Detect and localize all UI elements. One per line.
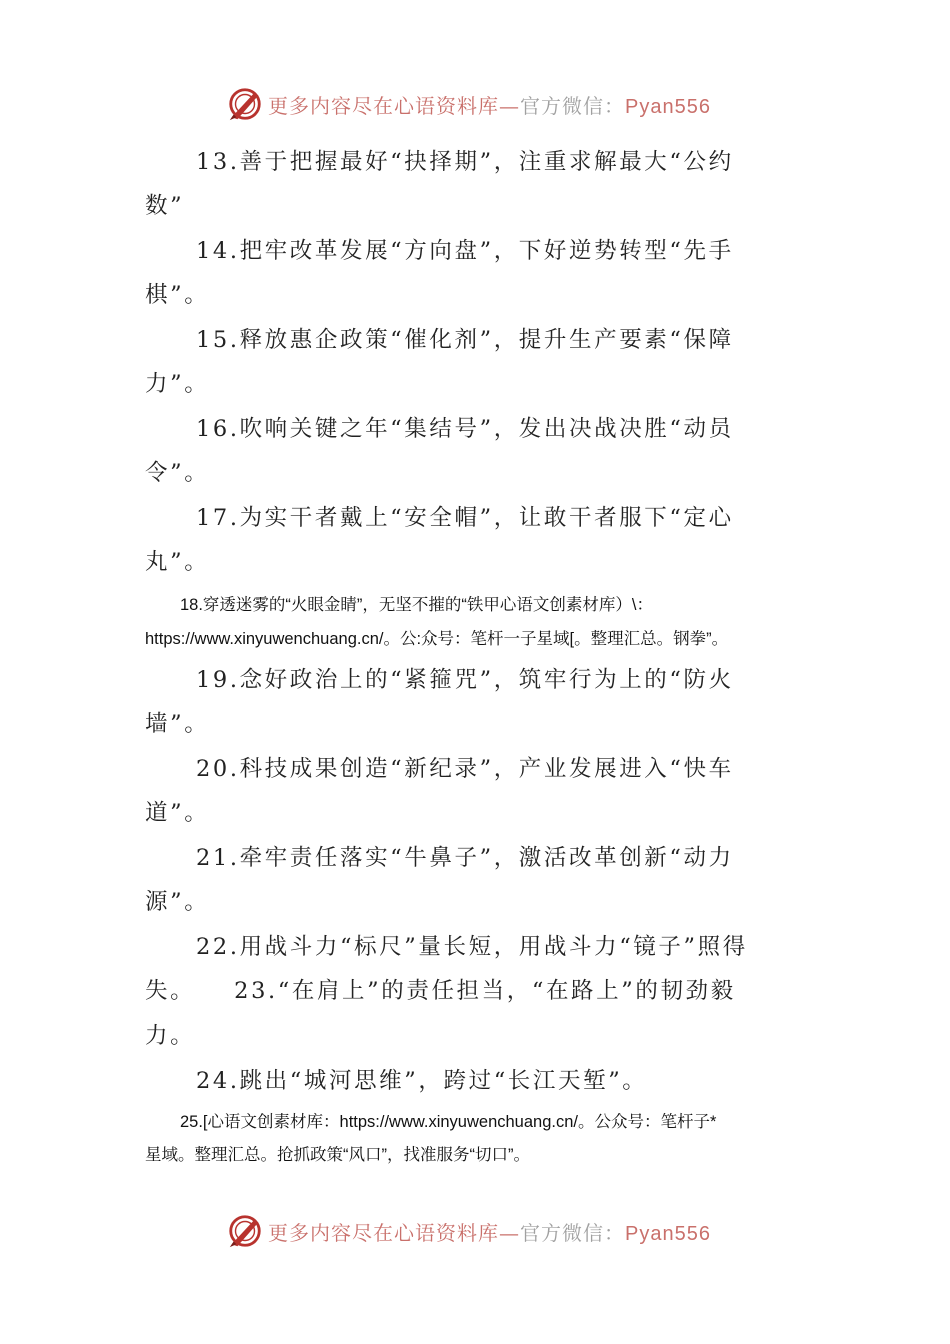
item-17-line-1: 17.为实干者戴上“安全帽”，让敢干者服下“定心 (196, 505, 734, 531)
banner-wechat-id: Pyan556 (625, 1222, 711, 1245)
pen-logo-icon (226, 1212, 264, 1250)
item-24-line: 24.跳出“城河思维”，跨过“长江天堑”。 (196, 1068, 648, 1094)
banner-dash: — (499, 93, 520, 118)
item-19-line-2: 墙”。 (145, 711, 210, 737)
item-23-line-3: 力。 (145, 1023, 196, 1049)
item-20-line-1: 20.科技成果创造“新纪录”，产业发展进入“快车 (196, 756, 734, 782)
item-13-line-1: 13.善于把握最好“抉择期”，注重求解最大“公约 (196, 149, 734, 175)
banner-wechat-id: Pyan556 (625, 95, 711, 118)
header-banner (226, 84, 726, 124)
item-13-line-2: 数” (145, 193, 185, 219)
item-22-23-line-2: 失。 23.“在肩上”的责任担当，“在路上”的韧劲毅 (145, 978, 736, 1004)
item-25-line-1: 25.[心语文创素材库：https://www.xinyuwenchuang.cn/。公众号：笔杆子* (180, 1113, 717, 1131)
item-14-line-1: 14.把牢改革发展“方向盘”，下好逆势转型“先手 (196, 238, 734, 264)
item-21-line-1: 21.牵牢责任落实“牛鼻子”，激活改革创新“动力 (196, 845, 734, 871)
footer-banner (226, 1211, 726, 1251)
item-16-line-1: 16.吹响关键之年“集结号”，发出决战决胜“动员 (196, 416, 734, 442)
banner-official-label: 官方微信： (520, 1220, 625, 1245)
banner-official-label: 官方微信： (520, 93, 625, 118)
item-25-line-2: 星域。整理汇总。抢抓政策“风口”，找准服务“切口”。 (145, 1146, 530, 1164)
item-19-line-1: 19.念好政治上的“紧箍咒”，筑牢行为上的“防火 (196, 667, 734, 693)
item-16-line-2: 令”。 (145, 460, 210, 486)
item-15-line-2: 力”。 (145, 371, 210, 397)
item-18-line-2: https://www.xinyuwenchuang.cn/。公:众号：笔杆一子星域[。整理汇总。钢拳”。 (145, 630, 729, 648)
banner-main-text: 更多内容尽在心语资料库 (268, 1220, 499, 1245)
item-22-line-1: 22.用战斗力“标尺”量长短，用战斗力“镜子”照得 (196, 934, 748, 960)
item-17-line-2: 丸”。 (145, 549, 210, 575)
item-14-line-2: 棋”。 (145, 282, 210, 308)
banner-main-text: 更多内容尽在心语资料库 (268, 93, 499, 118)
banner-dash: — (499, 1220, 520, 1245)
item-20-line-2: 道”。 (145, 800, 210, 826)
pen-logo-icon (226, 85, 264, 123)
item-15-line-1: 15.释放惠企政策“催化剂”，提升生产要素“保障 (196, 327, 734, 353)
item-21-line-2: 源”。 (145, 889, 210, 915)
item-18-line-1: 18.穿透迷雾的“火眼金睛”，无坚不摧的“铁甲心语文创素材库）\： (180, 596, 654, 614)
